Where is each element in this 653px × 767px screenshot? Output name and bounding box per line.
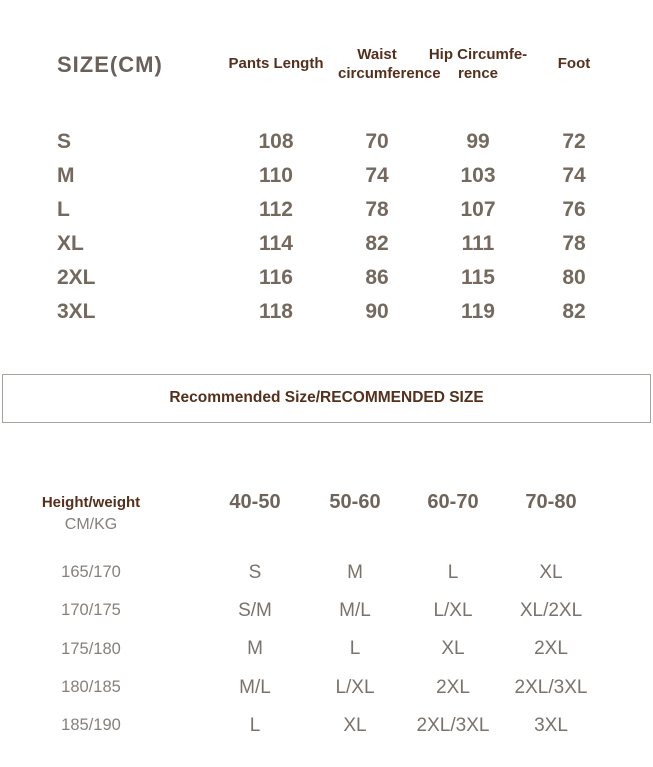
weight-range-header: 70-80 [525, 490, 577, 513]
size-value: 107 [460, 197, 496, 221]
column-header-line: Waist [357, 46, 397, 63]
recommended-size-value: M/L [339, 599, 371, 621]
size-value: 86 [365, 265, 389, 289]
height-label: 180/185 [61, 678, 121, 697]
recommended-size-value: L/XL [433, 599, 473, 621]
column-header-hip [416, 46, 540, 84]
recommended-size-value: 3XL [534, 714, 568, 736]
table-row [0, 193, 653, 227]
size-value: 82 [365, 231, 389, 255]
size-table-header-row [0, 46, 653, 84]
size-value: 116 [259, 265, 293, 289]
recommendation-table-body [0, 554, 653, 745]
weight-range-header: 50-60 [329, 490, 381, 513]
recommended-size-value: L [349, 638, 361, 660]
table-row [0, 668, 653, 706]
height-label: 170/175 [61, 601, 121, 620]
recommended-size-value: XL/2XL [519, 599, 583, 621]
recommended-size-value: XL [343, 714, 367, 736]
height-label: 185/190 [61, 716, 121, 735]
table-row [0, 159, 653, 193]
size-label: 2XL [57, 265, 96, 289]
size-value: 82 [562, 299, 586, 323]
recommended-size-value: S/M [238, 599, 272, 621]
table-row [0, 554, 653, 592]
height-label: 175/180 [61, 639, 121, 658]
recommended-size-value: L [249, 714, 261, 736]
column-header-line: Hip Circumfe- [428, 46, 528, 63]
column-header-foot [540, 55, 608, 74]
size-value: 74 [365, 163, 389, 187]
column-header-line: Pants Length [228, 55, 324, 73]
size-value: 115 [461, 265, 495, 289]
recommended-size-banner-text: Recommended Size/RECOMMENDED SIZE [169, 389, 484, 406]
recommended-size-value: 2XL/3XL [416, 714, 490, 736]
recommended-size-value: M [347, 561, 363, 583]
recommended-size-value: M/L [239, 676, 271, 698]
size-value: 99 [466, 129, 490, 153]
size-label: M [57, 163, 75, 187]
size-value: 103 [460, 163, 496, 187]
recommended-size-value: S [248, 561, 262, 583]
size-label: 3XL [57, 299, 96, 323]
table-row [0, 707, 653, 745]
size-value: 110 [259, 163, 293, 187]
column-header-pants-length [214, 55, 338, 74]
weight-range-header: 40-50 [229, 490, 281, 513]
recommended-size-value: L [447, 561, 459, 583]
cm-kg-label: CM/KG [64, 515, 118, 533]
recommended-size-value: L/XL [335, 676, 375, 698]
size-value: 118 [259, 299, 293, 323]
size-table [0, 46, 653, 329]
size-value: 70 [365, 129, 389, 153]
recommended-size-value: XL [441, 638, 465, 660]
table-row [0, 261, 653, 295]
column-header-waist [338, 46, 441, 84]
size-label: L [57, 197, 70, 221]
size-value: 119 [461, 299, 495, 323]
size-value: 74 [562, 163, 586, 187]
recommended-size-banner [2, 374, 651, 423]
table-row [0, 592, 653, 630]
size-value: 108 [258, 129, 294, 153]
height-label: 165/170 [61, 563, 121, 582]
size-value: 78 [365, 197, 389, 221]
size-value: 80 [562, 265, 586, 289]
column-header-line: circumference [338, 64, 441, 82]
table-row [0, 295, 653, 329]
height-weight-label: Height/weight [41, 493, 141, 511]
size-value: 112 [259, 197, 293, 221]
recommended-size-value: 2XL [436, 676, 470, 698]
size-label: S [57, 129, 72, 153]
table-row [0, 227, 653, 261]
table-row [0, 125, 653, 159]
size-value: 78 [562, 231, 586, 255]
height-weight-header [0, 493, 192, 535]
recommendation-table-header-row [0, 490, 653, 535]
recommendation-table [0, 490, 653, 745]
size-table-body [0, 125, 653, 329]
table-row [0, 630, 653, 668]
recommended-size-value: 2XL/3XL [514, 676, 588, 698]
size-value: 114 [259, 231, 293, 255]
recommended-size-value: XL [539, 561, 563, 583]
size-value: 111 [461, 231, 495, 255]
size-label: XL [57, 231, 84, 255]
recommended-size-value: 2XL [534, 638, 568, 660]
column-header-line: rence [457, 64, 499, 82]
recommended-size-value: M [247, 638, 263, 660]
weight-range-header: 60-70 [427, 490, 479, 513]
size-value: 90 [365, 299, 389, 323]
size-value: 76 [562, 197, 586, 221]
column-header-line: Foot [557, 55, 591, 73]
size-table-title: SIZE(CM) [57, 51, 163, 77]
size-value: 72 [562, 129, 586, 153]
